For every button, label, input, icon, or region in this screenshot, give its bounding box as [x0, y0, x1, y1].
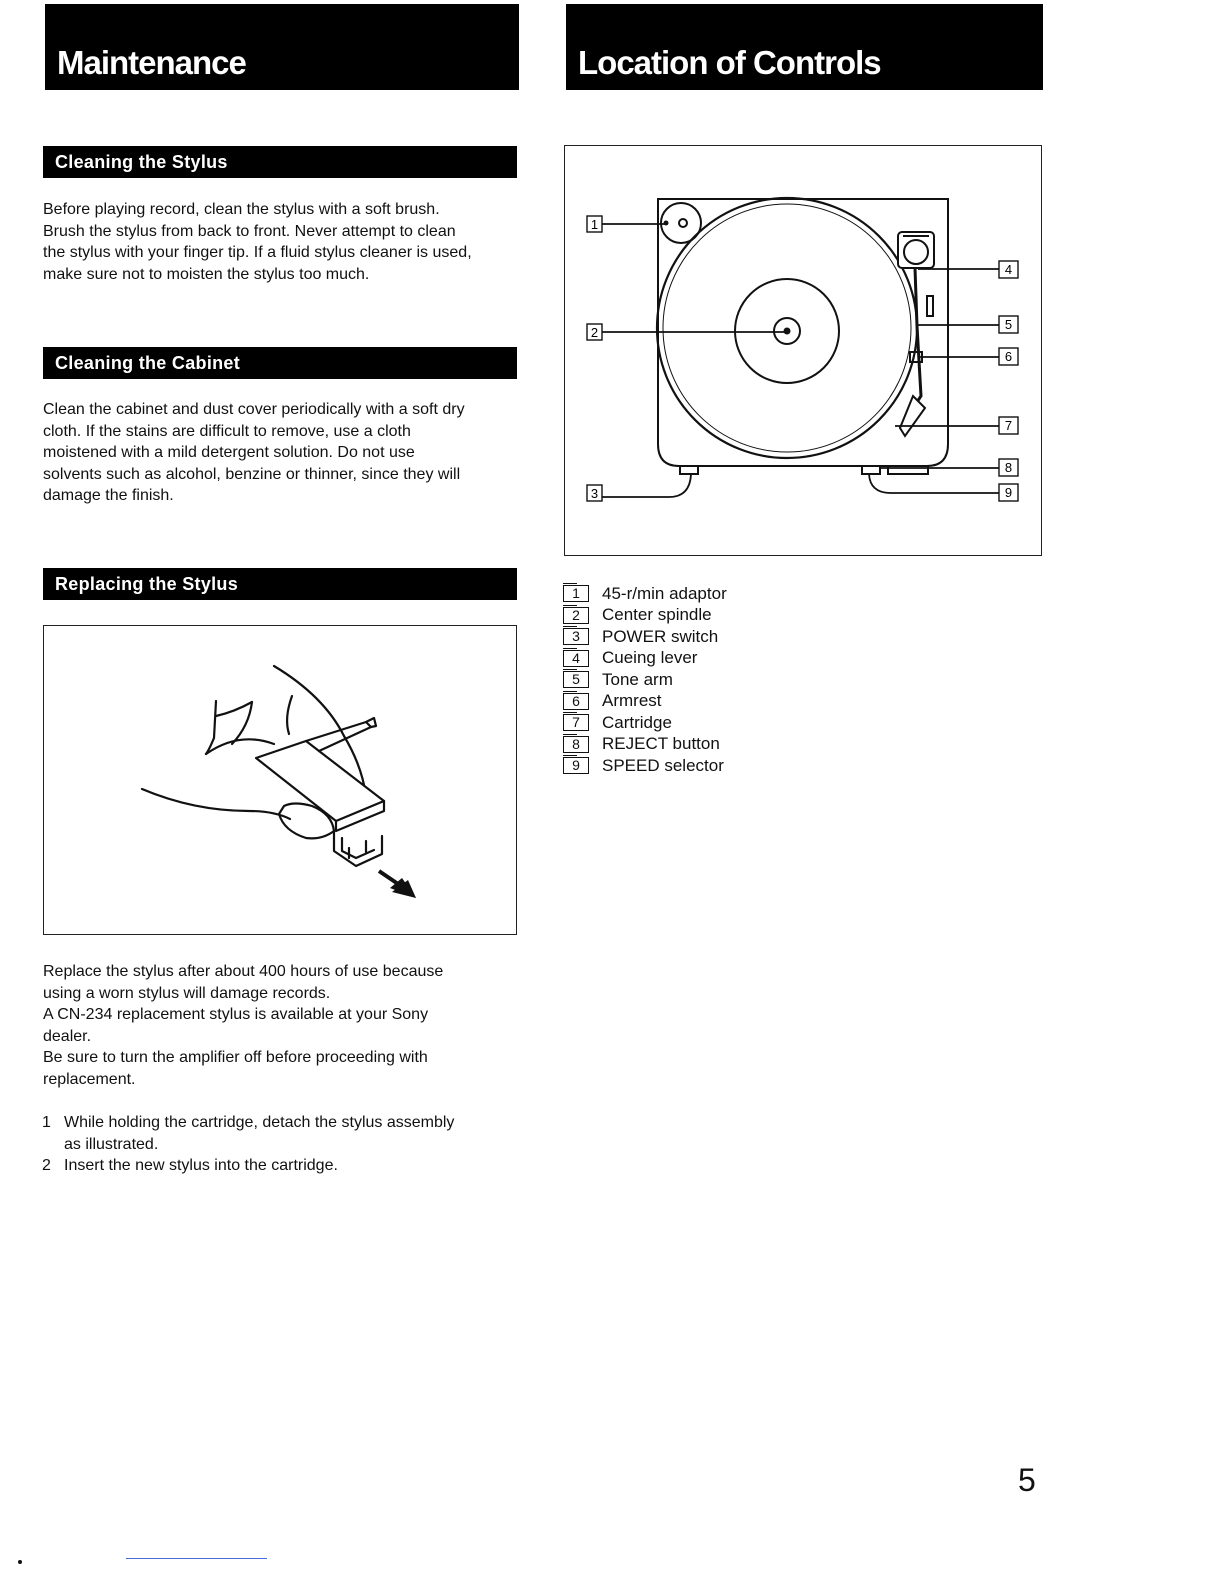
legend-label: Cartridge: [602, 712, 672, 732]
legend-label: Tone arm: [602, 669, 673, 689]
replacement-steps: [42, 1112, 504, 1177]
legend-item: [563, 605, 727, 627]
text-line: Before playing record, clean the stylus with a soft brush.: [43, 201, 440, 218]
text-line: using a worn stylus will damage records.: [43, 984, 331, 1002]
callout-label: 4: [1004, 262, 1013, 277]
text-line: A CN-234 replacement stylus is available at your Sony: [43, 1006, 429, 1023]
turntable-drawing: [565, 146, 1040, 554]
legend-label: Armrest: [602, 691, 662, 711]
callout-3: [587, 485, 602, 501]
legend-label: Cueing lever: [602, 648, 698, 668]
stylus-replacement-illustration: [43, 625, 517, 935]
text-line: replacement.: [43, 1070, 136, 1088]
legend-item: [563, 755, 727, 777]
step-line: Insert the new stylus into the cartridge.: [64, 1157, 338, 1174]
legend-number: 3: [563, 628, 589, 645]
step-text: [64, 1155, 504, 1177]
legend-item: [563, 712, 727, 734]
legend-number: 7: [563, 714, 589, 731]
callout-label: 6: [1004, 349, 1013, 364]
callout-label: 7: [1004, 418, 1013, 433]
legend-number: 9: [563, 757, 589, 774]
legend-number: 1: [563, 585, 589, 602]
callout-4: [999, 261, 1018, 278]
step-number: 1: [42, 1114, 51, 1131]
callout-label: 9: [1004, 485, 1013, 500]
cleaning-cabinet-text: [43, 399, 513, 507]
legend-item: [563, 648, 727, 670]
legend-number: 6: [563, 693, 589, 710]
legend-item: [563, 691, 727, 713]
page-number: 5: [1018, 1462, 1036, 1498]
location-of-controls-header: Location of Controls: [566, 4, 1043, 90]
legend-label: 45-r/min adaptor: [602, 583, 727, 603]
step-number: 2: [42, 1157, 51, 1174]
callout-label: 8: [1004, 460, 1013, 475]
diagram-callouts: [587, 216, 1018, 501]
callout-label: 3: [590, 486, 599, 501]
step-line: While holding the cartridge, detach the stylus assembly: [64, 1114, 455, 1131]
callout-2: [587, 324, 602, 340]
legend-number: 5: [563, 671, 589, 688]
callout-label: 2: [590, 325, 599, 340]
cleaning-cabinet-heading: Cleaning the Cabinet: [43, 347, 517, 379]
footer-dot: [18, 1560, 22, 1564]
text-line: cloth. If the stains are difficult to remove, use a cloth: [43, 422, 411, 440]
callout-5: [999, 316, 1018, 333]
step-item: [42, 1112, 504, 1155]
hand-cartridge-drawing: [44, 626, 515, 933]
text-line: Brush the stylus from back to front. Never attempt to clean: [43, 222, 456, 240]
text-line: Be sure to turn the amplifier off before proceeding with: [43, 1049, 428, 1066]
replacing-stylus-text: [43, 961, 513, 1090]
step-line: as illustrated.: [64, 1135, 159, 1153]
controls-legend: [563, 583, 727, 777]
text-line: damage the finish.: [43, 487, 174, 504]
callout-8: [999, 459, 1018, 476]
callout-label: 5: [1004, 317, 1013, 332]
text-line: Clean the cabinet and dust cover periodically with a soft dry: [43, 401, 465, 418]
legend-number: 8: [563, 736, 589, 753]
callout-label: 1: [590, 217, 599, 232]
cleaning-stylus-text: [43, 199, 513, 285]
step-text: [64, 1112, 504, 1155]
legend-item: [563, 734, 727, 756]
text-line: Replace the stylus after about 400 hours of use because: [43, 963, 444, 980]
callout-7: [999, 417, 1018, 434]
maintenance-header: Maintenance: [45, 4, 519, 90]
legend-label: Center spindle: [602, 605, 712, 625]
replacing-stylus-heading: Replacing the Stylus: [43, 568, 517, 600]
callout-1: [587, 216, 602, 232]
turntable-diagram: [564, 145, 1042, 556]
legend-label: SPEED selector: [602, 755, 724, 775]
text-line: solvents such as alcohol, benzine or thinner, since they will: [43, 465, 461, 483]
legend-label: REJECT button: [602, 734, 720, 754]
legend-number: 2: [563, 607, 589, 624]
text-line: moistened with a mild detergent solution. Do not use: [43, 444, 415, 461]
text-line: the stylus with your finger tip. If a fluid stylus cleaner is used,: [43, 244, 472, 261]
callout-6: [999, 348, 1018, 365]
cleaning-stylus-heading: Cleaning the Stylus: [43, 146, 517, 178]
callout-9: [999, 484, 1018, 501]
legend-item: [563, 669, 727, 691]
text-line: dealer.: [43, 1027, 92, 1045]
step-item: [42, 1155, 504, 1177]
legend-item: [563, 583, 727, 605]
footer-rule: [126, 1558, 267, 1559]
legend-label: POWER switch: [602, 626, 719, 646]
legend-item: [563, 626, 727, 648]
legend-number: 4: [563, 650, 589, 667]
text-line: make sure not to moisten the stylus too much.: [43, 265, 370, 283]
